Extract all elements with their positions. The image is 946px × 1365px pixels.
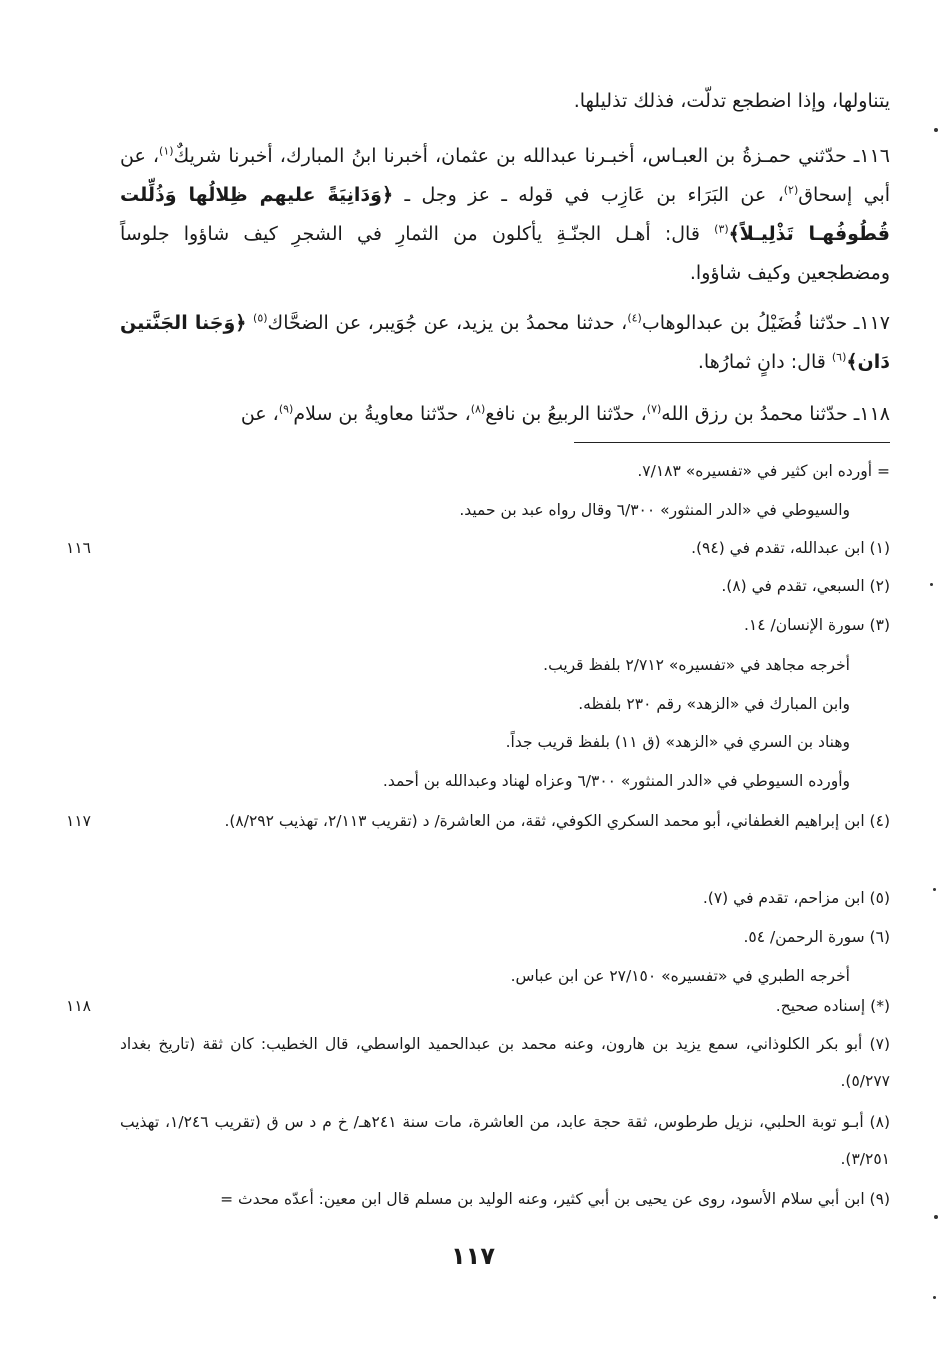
hadith-118-text-1: ، حدّثنا الربيعُ بن نافع [485,403,647,425]
footnote-isnad-grade: (*) إسناده صحيح. [775,997,890,1015]
footnote-3-source-4: وأورده السيوطي في «الدر المنثور» ٦/٣٠٠ وعزاه لهناد وعبدالله بن أحمد. [382,772,850,790]
hadith-118-text-2: ، حدّثنا معاويةُ بن سلام [293,403,471,425]
hadith-118-text-3: ، عن [240,403,279,425]
footnote-ref-2: (٢) [783,183,799,197]
footnote-continuation: = أورده ابن كثير في «تفسيره» ٧/١٨٣. [637,462,890,480]
scan-speck [930,583,933,586]
hadith-118-isnad: ١١٨ـ حدّثنا محمدُ بن رزق الله [661,403,890,425]
footnote-3-source-3: وهناد بن السري في «الزهد» (ق ١١) بلفظ قريب جداً. [505,733,850,751]
footnote-ref-9: (٩) [278,402,294,416]
text-line-continued: يتناولها، وإذا اضطجع تدلّت، فذلك تذليلها. [573,90,890,112]
footnote-7: (٧) أبو بكر الكلوذاني، سمع يزيد بن هارون، وعنه محمد بن عبدالحميد الواسطي، قال الخطيب: كان ثقة (تاريخ بغداد ٥/٢٧٧). [120,1035,890,1090]
footnote-2: (٢) السبعي، تقدم في (٨). [721,577,890,595]
footnote-separator [574,442,890,443]
footnote-ref-7: (٧) [646,402,662,416]
hadith-116-text-1: ، عن أبي إسحاق [120,145,891,206]
footnote-3-source-2: وابن المبارك في «الزهد» رقم ٢٣٠ بلفظه. [578,695,850,713]
scan-speck [934,128,938,132]
footnote-ref-3: (٣) [714,222,729,236]
footnote-ref-6: (٦) [831,350,847,364]
margin-number-116: ١١٦ [66,539,91,557]
hadith-116-isnad: ١١٦ـ حدّثني حمـزةُ بن العبـاس، أخبـرنا عبدالله بن عثمان، أخبرنا ابنُ المبارك، أخبرنا شريكٌ [173,145,890,167]
quran-verse-55-54: ﴿وَجَنا الجَنَّتين دَان﴾ [120,312,890,373]
footnote-6-source: أخرجه الطبري في «تفسيره» ٢٧/١٥٠ عن ابن عباس. [510,967,850,985]
hadith-116-matn: قال: أهـل الجنّـةِ يأكلون من الثمارِ في الشجرِ كيف شاؤوا جلوساً ومضطجعين وكيف شاؤوا. [120,223,890,284]
page-number: ١١٧ [451,1242,495,1270]
footnote-6: (٦) سورة الرحمن/ ٥٤. [743,928,890,946]
footnote-ref-1: (١) [159,144,174,158]
footnote-ref-4: (٤) [627,311,642,325]
hadith-117-text-1: ، حدثنا محمدُ بن يزيد، عن جُوَيبر، عن الضحَّاك [267,312,628,334]
scan-speck [933,1296,936,1299]
footnote-1: (١) ابن عبدالله، تقدم في (٩٤). [691,539,890,557]
footnote-4: (٤) ابن إبراهيم الغطفاني، أبو محمد السكري الكوفي، ثقة، من العاشرة/ د (تقريب ٢/١١٣، تهذيب ٨/٢٩٢). [224,812,890,830]
hadith-116 [120,137,890,293]
footnote-ref-8: (٨) [470,402,486,416]
hadith-117 [120,304,890,382]
footnote-continuation-2: والسيوطي في «الدر المنثور» ٦/٣٠٠ وقال رواه عبد بن حميد. [459,501,850,519]
scan-speck [933,888,936,891]
margin-number-118: ١١٨ [66,997,91,1015]
footnote-8: (٨) أبـو توبة الحلبي، نزيل طرطوس، ثقة حجة عابد، من العاشرة، مات سنة ٢٤١هـ/ خ م د س ق (تقريب ١/٢٤٦، تهذيب ٣/٢٥١). [120,1113,890,1168]
scan-speck [934,1215,938,1219]
margin-number-117: ١١٧ [66,812,91,830]
footnote-3-source-1: أخرجه مجاهد في «تفسيره» ٢/٧١٢ بلفظ قريب. [543,656,850,674]
hadith-116-text-2: ، عن البَرَاء بن عَازِب في قوله ـ عز وجل ـ [404,184,784,206]
footnote-3: (٣) سورة الإنسان/ ١٤. [743,616,890,634]
footnote-ref-5: (٥) [253,311,268,325]
footnote-5: (٥) ابن مزاحم، تقدم في (٧). [702,889,890,907]
hadith-118 [120,395,890,434]
hadith-117-matn: قال: دانٍ ثمارُها. [697,351,832,373]
quran-verse-76-14: ﴿وَدَانِيَةً عليهم ظِلالُها وَذُلِّلت قُطُوفُهـا تَذْلِيـلاً﴾ [120,184,890,245]
hadith-117-isnad: ١١٧ـ حدّثنا فُضَيْلُ بن عبدالوهاب [641,312,890,334]
footnote-9: (٩) ابن أبي سلام الأسود، روى عن يحيى بن أبي كثير، وعنه الوليد بن مسلم قال ابن معين: أعدّه محدث = [220,1190,890,1208]
